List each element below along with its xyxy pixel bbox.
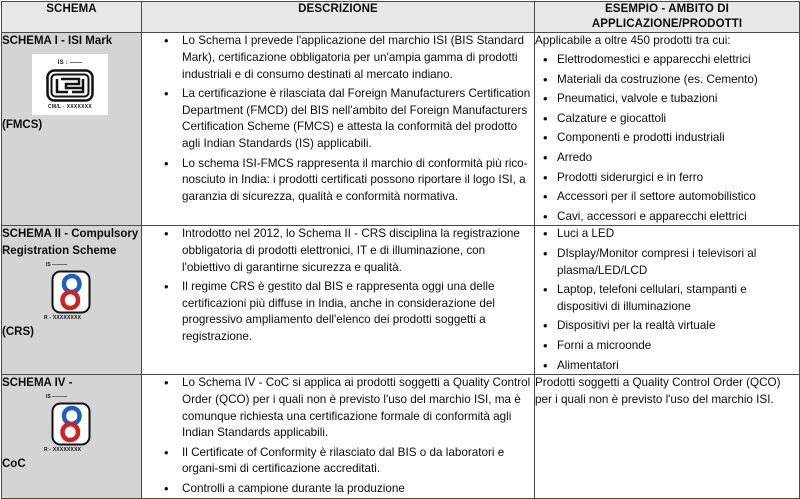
bis-logo-icon	[51, 270, 91, 314]
list-item: • Arredo	[535, 150, 799, 167]
esempio-paragraph: Prodotti soggetti a Quality Control Order (QCO) per i quali non è previsto l'uso del marchio ISI.	[535, 376, 781, 406]
list-item: • Elettrodomestici e apparecchi elettrici	[535, 52, 799, 69]
bis-registration-mark-image	[40, 262, 102, 323]
table-body	[2, 33, 800, 498]
bis-schemes-table	[1, 1, 800, 499]
list-item: • La certificazione è rilasciata dal Foreign Manufacturers Certification Department (FMCD) del BIS nell'ambito del Foreign Manufacturers Certification Scheme (FMCS) e attesta la conformità del prodotto agli Indian Standards (IS) applicabili.	[142, 86, 534, 152]
bis-mark-top-label: IS ———	[46, 393, 68, 400]
schema-title: SCHEMA I - ISI Mark	[2, 35, 113, 48]
list-item: • Accessori per il settore automobilistico	[535, 189, 799, 206]
bis-logo-icon	[51, 402, 91, 446]
list-item: • DIsplay/Monitor compresi i televisori al plasma/LED/LCD	[535, 246, 799, 279]
list-item: • Lo schema ISI-FMCS rappresenta il marchio di conformità più rico-nosciuto in India: i prodotti certificati possono riportare il logo ISI, a garanzia di sicurezza, qualità e conformità normativa.	[142, 156, 534, 206]
column-header-descrizione: DESCRIZIONE	[142, 2, 535, 33]
bis-mark-bottom-label: R - XXXXXXXX	[44, 315, 82, 322]
esempio-cell-coc	[535, 375, 800, 498]
bis-registration-mark-image	[40, 394, 102, 455]
list-item: • Alimentatori	[535, 358, 799, 375]
table-header	[2, 2, 800, 33]
schema-title: SCHEMA II - Compulsory Registration Scheme	[2, 228, 139, 258]
column-header-schema: SCHEMA	[2, 2, 142, 33]
esempio-list	[535, 52, 799, 225]
descrizione-list	[142, 375, 534, 497]
esempio-intro: Applicabile a oltre 450 prodotti tra cui:	[535, 34, 731, 48]
schema-title: SCHEMA IV -	[2, 377, 73, 390]
isi-mark-top-label: IS : ——	[57, 60, 83, 67]
descrizione-cell-isi	[142, 33, 535, 226]
list-item: • Il Certificate of Conformity è rilasciato dal BIS o da laboratori e organi-smi di certificazione accreditati.	[142, 445, 534, 478]
table-row	[2, 375, 800, 498]
table-row	[2, 33, 800, 226]
list-item: • Dispositivi per la realtà virtuale	[535, 318, 799, 335]
list-item: • Materiali da costruzione (es. Cemento)	[535, 72, 799, 89]
list-item: • Cavi, accessori e apparecchi elettrici	[535, 209, 799, 226]
list-item: • Pneumatici, valvole e tubazioni	[535, 91, 799, 108]
esempio-cell-isi	[535, 33, 800, 226]
list-item: • Lo Schema IV - CoC si applica ai prodotti soggetti a Quality Control Order (QCO) per i quali non è previsto l'uso del marchio ISI, ma è comunque richiesta una certificazione formale di conformità agli Indian Standards applicabili.	[142, 375, 534, 441]
list-item: • Luci a LED	[535, 226, 799, 243]
list-item: • Lo Schema I prevede l'applicazione del marchio ISI (BIS Standard Mark), certificazione obbligatoria per un'ampia gamma di prodotti industriali e di consumo destinati al mercato indiano.	[142, 33, 534, 83]
schema-cell-isi	[2, 33, 142, 226]
esempio-list	[535, 226, 799, 374]
esempio-cell-crs	[535, 226, 800, 375]
schema-cell-coc	[2, 375, 142, 498]
descrizione-list	[142, 33, 534, 205]
schema-cell-crs	[2, 226, 142, 375]
schema-abbreviation: CoC	[2, 458, 26, 471]
bis-mark-top-label: IS ———	[46, 261, 68, 268]
list-item: • Introdotto nel 2012, lo Schema II - CRS disciplina la registrazione obbligatoria di prodotti elettronici, IT e di illuminazione, con l'obiettivo di garantirne sicurezza e qualità.	[142, 226, 534, 276]
table-header-row	[2, 2, 800, 33]
list-item: • Componenti e prodotti industriali	[535, 130, 799, 147]
list-item: • Laptop, telefoni cellulari, stampanti e dispositivi di illuminazione	[535, 282, 799, 315]
table-row	[2, 226, 800, 375]
list-item: • Forni a microonde	[535, 338, 799, 355]
list-item: • Calzature e giocattoli	[535, 111, 799, 128]
isi-mark-bottom-label: CM/L - XXXXXXX	[47, 103, 93, 110]
bis-mark-bottom-label: R - XXXXXXXX	[44, 447, 82, 454]
isi-logo-icon	[46, 69, 94, 102]
descrizione-list	[142, 226, 534, 345]
schema-abbreviation: (CRS)	[2, 326, 34, 339]
list-item: • Prodotti siderurgici e in ferro	[535, 170, 799, 187]
isi-mark-image	[32, 54, 108, 115]
descrizione-cell-coc	[142, 375, 535, 498]
schema-abbreviation: (FMCS)	[2, 118, 43, 131]
list-item: • Il regime CRS è gestito dal BIS e rappresenta oggi una delle certificazioni più diffuse in India, anche in considerazione del progressivo ampliamento dell'elenco dei prodotti soggetti a registrazione.	[142, 279, 534, 345]
list-item: • Controlli a campione durante la produzione	[142, 481, 534, 498]
descrizione-cell-crs	[142, 226, 535, 375]
column-header-esempio: ESEMPIO - AMBITO DI APPLICAZIONE/PRODOTTI	[535, 2, 800, 33]
